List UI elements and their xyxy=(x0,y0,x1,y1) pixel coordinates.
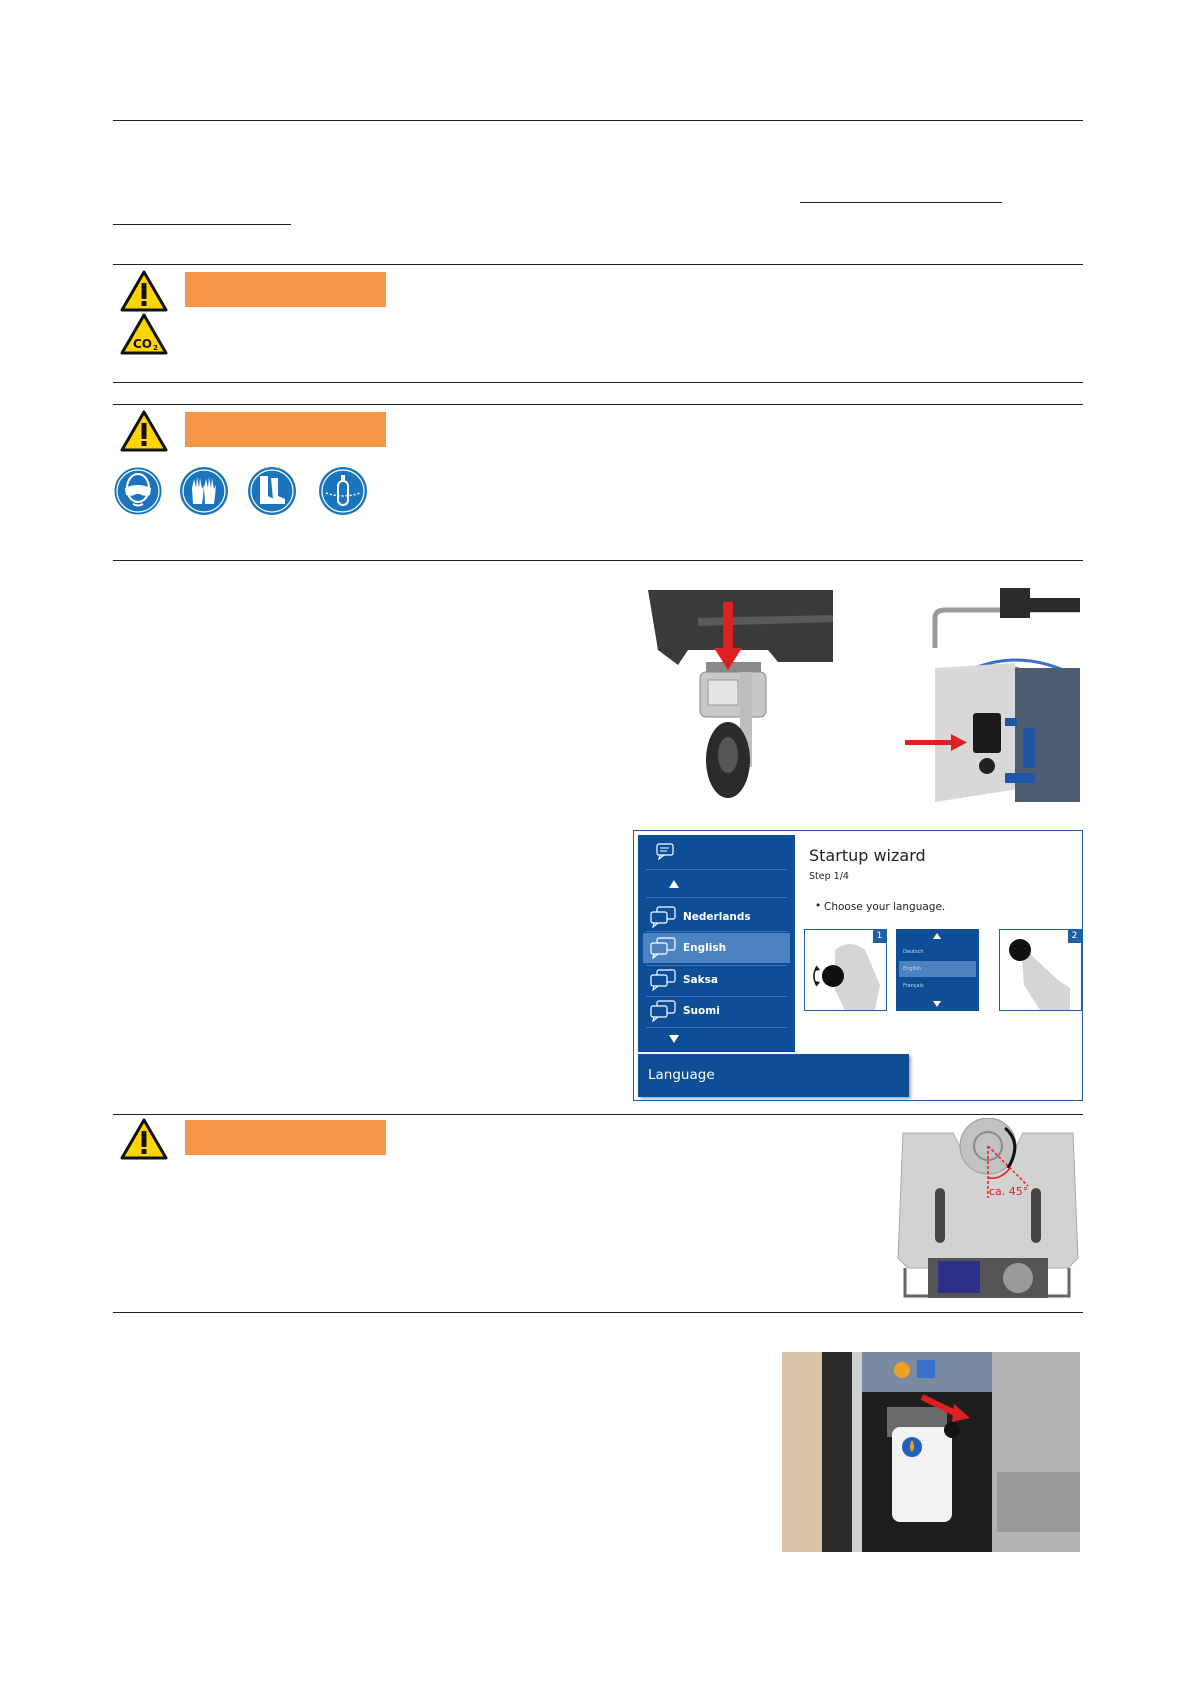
wizard-instruction: Choose your language. xyxy=(824,901,946,913)
press-knob-panel xyxy=(999,929,1082,1011)
mini-label: English xyxy=(903,966,922,972)
panel-number: 2 xyxy=(1068,930,1081,943)
language-chat-icon xyxy=(649,1000,677,1022)
footer-label: Language xyxy=(648,1067,715,1083)
wizard-step: Step 1/4 xyxy=(809,871,849,882)
section-rule xyxy=(113,560,1083,561)
section-rule xyxy=(113,1312,1083,1313)
secure-cylinder-icon xyxy=(318,466,368,516)
panel-number: 1 xyxy=(873,930,886,943)
angle-label: ca. 45° xyxy=(989,1185,1029,1198)
mini-list-item xyxy=(899,944,976,960)
language-item-english[interactable] xyxy=(643,933,790,963)
language-chat-icon xyxy=(654,843,676,861)
warning-signal-banner xyxy=(185,412,386,447)
section-rule xyxy=(113,1114,1083,1115)
link-underline[interactable] xyxy=(800,202,1002,203)
language-label: English xyxy=(683,942,727,954)
section-rule xyxy=(113,382,1083,383)
mini-label: Deutsch xyxy=(903,949,924,955)
scroll-up-icon[interactable] xyxy=(668,879,680,889)
safety-goggles-icon xyxy=(113,466,163,516)
language-chat-icon xyxy=(649,937,677,959)
oil-bottle-photo xyxy=(782,1352,1080,1552)
language-label: Suomi xyxy=(683,1005,720,1017)
mini-list-item xyxy=(899,961,976,977)
wizard-title: Startup wizard xyxy=(809,846,926,865)
warning-signal-banner xyxy=(185,272,386,307)
rotate-knob-panel xyxy=(804,929,887,1011)
top-rule xyxy=(113,120,1083,121)
power-connector-photo xyxy=(905,588,1080,802)
link-underline-continued[interactable] xyxy=(113,224,291,225)
safety-boots-icon xyxy=(247,466,297,516)
language-sidebar xyxy=(638,835,795,1052)
warning-triangle-icon xyxy=(120,270,168,312)
mini-label: Français xyxy=(903,983,924,989)
warning-signal-banner xyxy=(185,1120,386,1155)
language-chat-icon xyxy=(649,906,677,928)
protective-gloves-icon xyxy=(179,466,229,516)
co2-hazard-icon xyxy=(120,313,168,355)
scroll-down-icon[interactable] xyxy=(668,1034,680,1044)
mini-list-item xyxy=(899,978,976,994)
co2-label: CO xyxy=(133,337,153,351)
language-footer-bar xyxy=(638,1054,909,1097)
language-label: Nederlands xyxy=(683,911,751,923)
language-chat-icon xyxy=(649,969,677,991)
bottle-angle-diagram xyxy=(893,1118,1081,1308)
startup-wizard-screen xyxy=(633,830,1083,1101)
language-label: Saksa xyxy=(683,974,718,986)
language-item-nederlands[interactable] xyxy=(643,902,790,932)
warning-triangle-icon xyxy=(120,410,168,452)
co2-subscript: 2 xyxy=(153,344,158,352)
warning-triangle-icon xyxy=(120,1118,168,1160)
bullet: • xyxy=(815,900,822,912)
mini-language-list xyxy=(896,929,979,1011)
language-item-suomi[interactable] xyxy=(643,996,790,1026)
section-rule xyxy=(113,404,1083,405)
section-rule xyxy=(113,264,1083,265)
language-item-saksa[interactable] xyxy=(643,965,790,995)
castor-brake-photo xyxy=(648,590,833,800)
